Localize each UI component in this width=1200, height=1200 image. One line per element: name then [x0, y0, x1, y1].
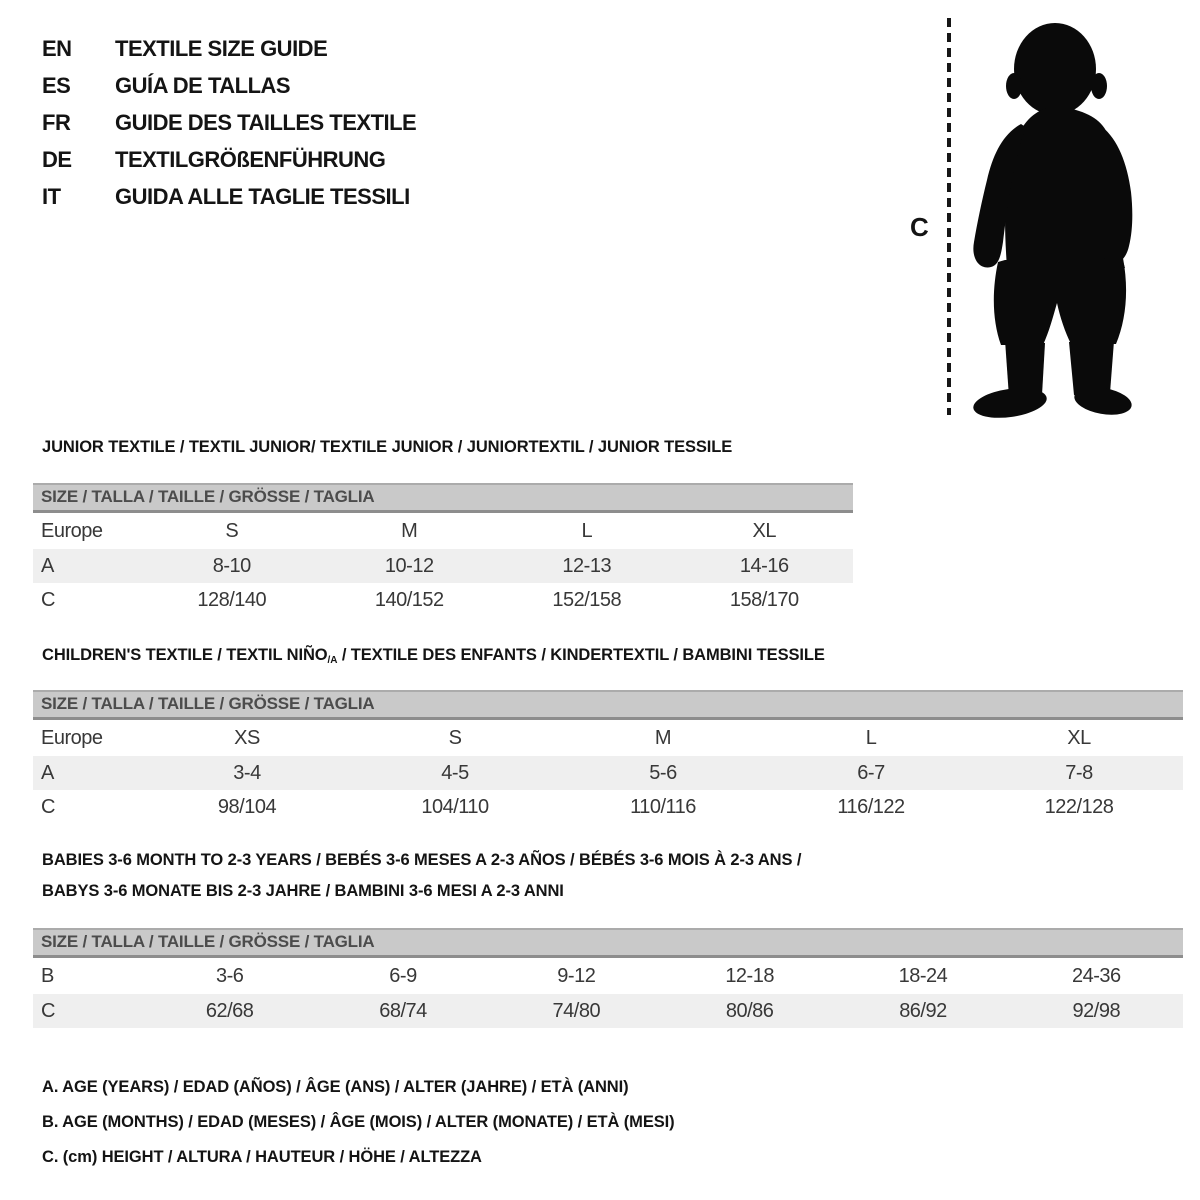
babies-section-title-line1: BABIES 3-6 MONTH TO 2-3 YEARS / BEBÉS 3-6 MESES A 2-3 AÑOS / BÉBÉS 3-6 MOIS À 2-3 ANS /	[42, 851, 802, 869]
lang-row-it	[42, 178, 416, 215]
lang-row-fr	[42, 104, 416, 141]
column-header-m: M	[654, 727, 672, 749]
junior-section-title: JUNIOR TEXTILE / TEXTIL JUNIOR/ TEXTILE JUNIOR / JUNIORTEXTIL / JUNIOR TESSILE	[42, 438, 733, 456]
size-cell: 9-12	[557, 965, 596, 987]
junior-header-row	[33, 513, 853, 549]
row-label: C	[41, 796, 55, 818]
row-label: B	[41, 965, 54, 987]
right-leg	[1069, 341, 1114, 395]
legend-line-a: A. AGE (YEARS) / EDAD (AÑOS) / ÂGE (ANS) / ALTER (JAHRE) / ETÀ (ANNI)	[42, 1078, 629, 1096]
size-cell: 62/68	[205, 1000, 254, 1022]
lang-code: EN	[42, 36, 72, 61]
head	[1014, 23, 1096, 115]
column-header-s: S	[448, 727, 462, 749]
lang-title: GUÍA DE TALLAS	[115, 73, 291, 98]
column-header-europe: Europe	[41, 520, 103, 542]
lang-code: FR	[42, 110, 71, 135]
children-header-row	[33, 720, 1183, 756]
babies-section-title-line2: BABYS 3-6 MONATE BIS 2-3 JAHRE / BAMBINI 3-6 MESI A 2-3 ANNI	[42, 882, 564, 900]
row-label: C	[41, 1000, 55, 1022]
legend-line-c: C. (cm) HEIGHT / ALTURA / HAUTEUR / HÖHE / ALTEZZA	[42, 1148, 482, 1166]
children-title-main: CHILDREN'S TEXTILE / TEXTIL NIÑO	[42, 646, 328, 664]
children-title-subscript: /A	[327, 655, 338, 666]
junior-row-height	[33, 583, 853, 617]
language-title-list	[42, 30, 416, 215]
size-cell: 110/116	[630, 796, 696, 818]
shorts	[994, 258, 1126, 345]
babies-size-table	[33, 928, 1183, 1028]
legend-line-b: B. AGE (MONTHS) / EDAD (MESES) / ÂGE (MOIS) / ALTER (MONATE) / ETÀ (MESI)	[42, 1113, 675, 1131]
children-section-title	[42, 646, 825, 666]
lang-title: GUIDE DES TAILLES TEXTILE	[115, 110, 417, 135]
lang-title: GUIDA ALLE TAGLIE TESSILI	[115, 184, 410, 209]
size-cell: 3-6	[215, 965, 244, 987]
size-cell: 6-9	[389, 965, 417, 987]
column-header-s: S	[225, 520, 239, 542]
junior-size-table	[33, 483, 853, 617]
lang-row-es	[42, 67, 416, 104]
lang-row-en	[42, 30, 416, 67]
size-cell: 158/170	[729, 589, 799, 611]
right-ear	[1091, 73, 1107, 99]
row-label: C	[41, 589, 55, 611]
size-cell: 18-24	[898, 965, 948, 987]
size-cell: 152/158	[552, 589, 622, 611]
size-banner: SIZE / TALLA / TAILLE / GRÖSSE / TAGLIA	[33, 483, 853, 513]
size-cell: 12-18	[725, 965, 774, 987]
height-measure-label: C	[910, 212, 929, 242]
children-title-rest: / TEXTILE DES ENFANTS / KINDERTEXTIL / BAMBINI TESSILE	[337, 646, 825, 664]
lang-title: TEXTILGRÖßENFÜHRUNG	[115, 147, 386, 172]
children-row-age	[33, 756, 1183, 790]
lang-code: IT	[42, 184, 61, 209]
size-cell: 80/86	[725, 1000, 774, 1022]
size-cell: 10-12	[384, 555, 434, 577]
lang-row-de	[42, 141, 416, 178]
babies-row-age-months	[33, 958, 1183, 994]
left-ear	[1006, 73, 1022, 99]
column-header-m: M	[401, 520, 418, 542]
junior-row-age	[33, 549, 853, 583]
lang-code: ES	[42, 73, 71, 98]
size-banner: SIZE / TALLA / TAILLE / GRÖSSE / TAGLIA	[33, 690, 1183, 720]
size-cell: 74/80	[552, 1000, 601, 1022]
column-header-l: L	[581, 520, 593, 542]
column-header-xl: XL	[752, 520, 776, 542]
lang-code: DE	[42, 147, 72, 172]
size-cell: 3-4	[233, 762, 261, 784]
size-cell: 4-5	[441, 762, 469, 784]
row-label: A	[41, 762, 54, 784]
lang-title: TEXTILE SIZE GUIDE	[115, 36, 328, 61]
size-cell: 6-7	[857, 762, 885, 784]
size-cell: 24-36	[1071, 965, 1121, 987]
column-header-europe: Europe	[41, 727, 103, 749]
size-cell: 7-8	[1065, 762, 1093, 784]
size-cell: 128/140	[197, 589, 267, 611]
column-header-l: L	[865, 727, 877, 749]
size-cell: 14-16	[739, 555, 789, 577]
size-cell: 104/110	[421, 796, 489, 818]
size-cell: 122/128	[1044, 796, 1114, 818]
size-banner: SIZE / TALLA / TAILLE / GRÖSSE / TAGLIA	[33, 928, 1183, 958]
size-cell: 86/92	[899, 1000, 947, 1022]
size-cell: 98/104	[217, 796, 277, 818]
size-cell: 12-13	[562, 555, 612, 577]
size-cell: 5-6	[649, 762, 677, 784]
row-label: A	[41, 555, 54, 577]
height-measure-dashed-line	[947, 18, 951, 415]
measure-legend	[42, 1070, 675, 1175]
children-row-height	[33, 790, 1183, 824]
toddler-silhouette-image	[965, 14, 1145, 419]
size-cell: 92/98	[1072, 1000, 1121, 1022]
column-header-xl: XL	[1067, 727, 1091, 749]
children-size-table	[33, 690, 1183, 824]
size-cell: 68/74	[379, 1000, 427, 1022]
babies-row-height	[33, 994, 1183, 1028]
size-cell: 116/122	[837, 796, 905, 818]
column-header-xs: XS	[234, 727, 260, 749]
size-cell: 140/152	[374, 589, 444, 611]
size-cell: 8-10	[212, 555, 251, 577]
